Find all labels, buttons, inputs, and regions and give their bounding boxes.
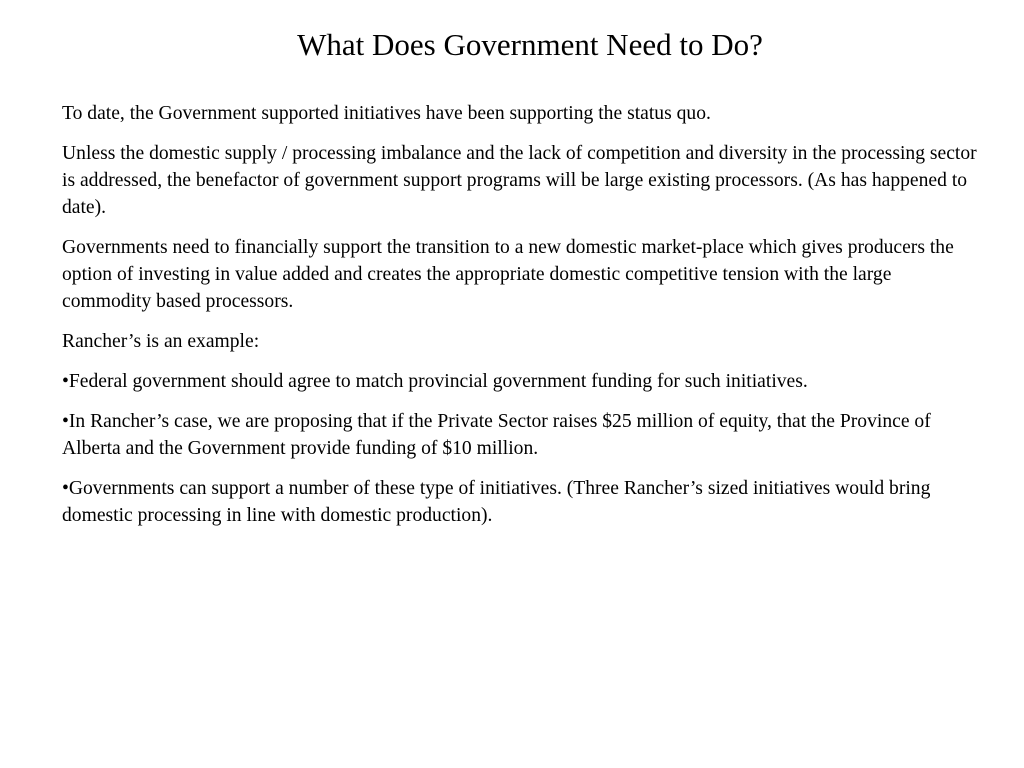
paragraph-transition: Governments need to financially support the transition to a new domestic market-place which gives producers the option of investing in value added and creates the appropriate domestic competitive tension with the large commodity based processors. <box>62 237 954 312</box>
bullet-multiple-initiatives: •Governments can support a number of these type of initiatives. (Three Rancher’s sized initiatives would bring domestic processing in line with domestic production). <box>62 478 931 526</box>
paragraph-imbalance: Unless the domestic supply / processing imbalance and the lack of competition and diversity in the processing sector is addressed, the benefactor of government support programs will be large existing processors. (As has happened to date). <box>62 143 977 218</box>
paragraph-example-intro: Rancher’s is an example: <box>62 331 260 352</box>
slide-body <box>62 100 982 542</box>
paragraph-status-quo: To date, the Government supported initiatives have been supporting the status quo. <box>62 103 711 124</box>
bullet-ranchers-case: •In Rancher’s case, we are proposing that if the Private Sector raises $25 million of equity, that the Province of Alberta and the Government provide funding of $10 million. <box>62 411 931 459</box>
slide-title: What Does Government Need to Do? <box>297 27 763 62</box>
bullet-federal-matching: •Federal government should agree to match provincial government funding for such initiatives. <box>62 371 808 392</box>
